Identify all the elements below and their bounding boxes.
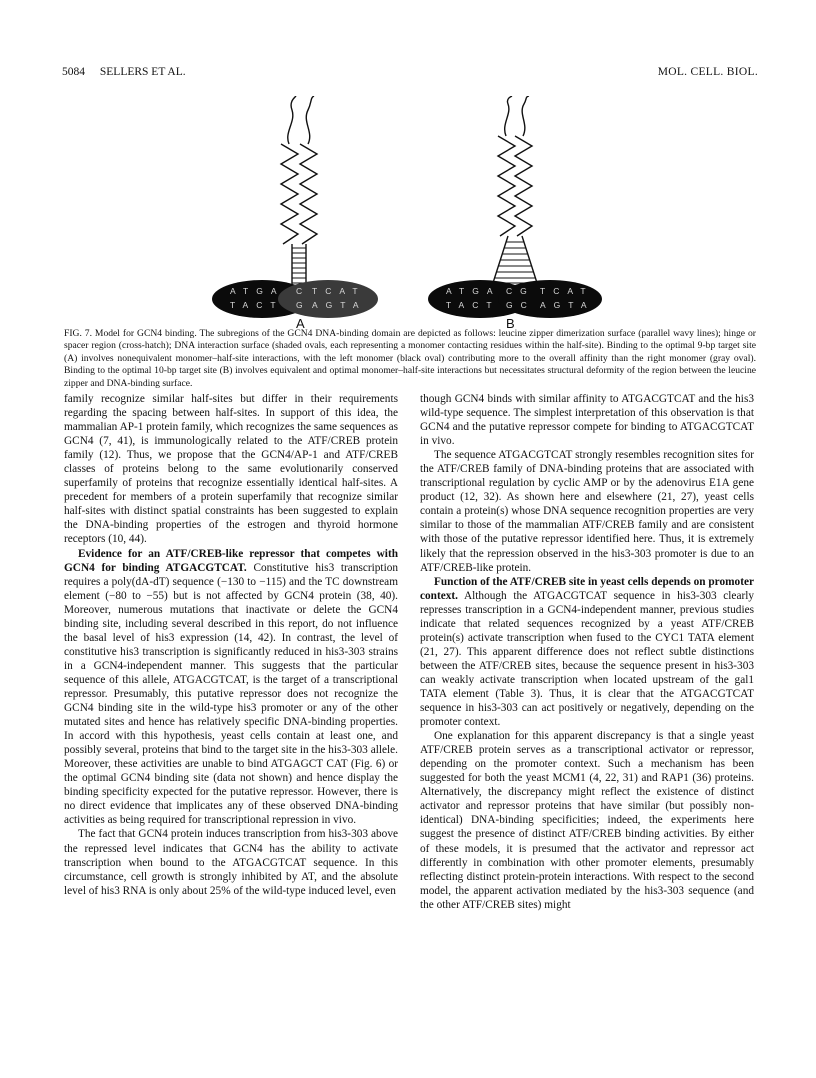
panel-a-hinge-crosshatch: [292, 244, 306, 286]
panel-a-bottom-right: AGTA: [312, 300, 367, 310]
section-heading-repressor: Evidence for an ATF/CREB-like repressor that competes with GCN4 for binding ATGACGTCAT.: [64, 547, 398, 574]
left-paragraph-3: The fact that GCN4 protein induces transcription from his3-303 above the repressed level indicates that GCN4 has the ability to activate transcription when bound to the ATGACGTCAT sequence. In this circumstance, cell growth is strongly inhibited by AT, and the absolute level of his3 RNA is only about 25% of the wild-type induced level, even: [64, 828, 398, 897]
left-paragraph-2-body: Constitutive his3 transcription requires a poly(dA-dT) sequence (−130 to −115) and the TC downstream element (−80 to −55) but is not affected by GCN4 protein (38, 40). Moreover, numerous mutations that inactivate or delete the GCN4 binding site, including several described in this report, do not influence the basal level of his3 expression (14, 42). In contrast, the level of constitutive his3 transcription is significantly reduced in his3-303 strains in a GCN4-independent manner. This suggests that the particular sequence of this allele, ATGACGTCAT, is the target of a transcriptional repressor. Presumably, this putative repressor does not recognize the GCN4 binding site in the wild-type his3 promoter or any of the other mutated sites and hence has relatively specific DNA-binding properties. In accord with this hypothesis, yeast cells contain at least one, and possibly several, proteins that bind to the target site in the his3-303 allele. Moreover, these activities are unable to bind ATGAGCT CAT (Fig. 6) or the optimal GCN4 binding site (data not shown) and hence display the binding specificity expected for the putative repressor. However, there is no direct evidence that implicates any of these observed DNA-binding activities as being required for transcriptional repression in vivo.: [64, 561, 399, 827]
right-paragraph-1: though GCN4 binds with similar affinity to ATGACGTCAT and the his3 wild-type sequence. The simplest interpretation of this observation is that GCN4 and the putative repressor compete for binding to ATGACGTCAT in vivo.: [420, 393, 754, 448]
header-authors: SELLERS ET AL.: [99, 66, 186, 78]
figure-7: [196, 96, 616, 328]
panel-b-top-left: ATGA: [446, 286, 501, 296]
panel-a-diagram: [212, 96, 378, 328]
panel-a-top-right: TCAT: [312, 286, 366, 296]
caption-label: FIG. 7.: [64, 328, 92, 339]
caption-text: Model for GCN4 binding. The subregions of the GCN4 DNA-binding domain are depicted as follows: leucine zipper dimerization surface (parallel wavy lines); hinge or spacer region (cross-hatch); DNA interaction surface (shaded ovals, each representing a monomer contacting residues within the half-site). Binding to the optimal 9-bp target site (A) involves nonequivalent monomer–half-site interactions, with the left monomer (black oval) contributing more to the overall affinity than the right monomer (gray oval). Binding to the optimal 10-bp target site (B) involves equivalent and optimal monomer–half-site interactions but necessitates structural deformity of the region between the leucine zipper and DNA-binding surface.: [64, 328, 756, 389]
panel-b-hinge-crosshatch: [492, 236, 538, 286]
right-paragraph-3: [420, 575, 754, 730]
panel-b-leucine-zipper: [498, 96, 532, 236]
left-paragraph-2: [64, 547, 398, 828]
right-column: [420, 392, 754, 912]
page-number: 5084: [62, 66, 85, 78]
running-header: [62, 66, 758, 82]
panel-b-diagram: [428, 96, 602, 328]
figure-caption: [64, 328, 756, 390]
panel-b-top-mid: CG: [506, 286, 535, 296]
right-paragraph-2: The sequence ATGACGTCAT strongly resembles recognition sites for the ATF/CREB family of DNA-binding proteins that are associated with transcriptional regulation by cyclic AMP or by the adenovirus E1A gene product (12, 32). As shown here and elsewhere (21, 27), yeast cells contain a protein(s) whose DNA sequence recognition properties are very similar to those of the mammalian ATF/CREB family and are consistent with those of the putative repressor identified here. Thus, it is extremely likely that the repression observed in the his3-303 promoter is due to an ATF/CREB-like protein.: [420, 449, 754, 574]
panel-a-bottom-left: TACT: [230, 300, 284, 310]
left-column: [64, 392, 398, 898]
section-heading-promoter-context: Function of the ATF/CREB site in yeast cells depends on promoter context.: [420, 575, 754, 602]
panel-b-top-right: TCAT: [540, 286, 594, 296]
left-paragraph-1: family recognize similar half-sites but differ in their requirements regarding the spacing between half-sites. In support of this idea, the mammalian AP-1 protein family, which recognizes the same sequences as GCN4 (7, 41), is immunologically related to the ATF/CREB protein family (12). Thus, we propose that the GCN4/AP-1 and ATF/CREB classes of proteins belong to the same evolutionarily conserved superfamily of proteins that recognize essentially identical half-sites. A precedent for members of a protein superfamily that recognize similar half-sites with distinct spatial constraints has been suggested to explain the DNA-binding properties of the estrogen and thyroid hormone receptors (10, 44).: [64, 393, 398, 546]
header-left: [62, 66, 186, 78]
panel-a-bottom-mid: G: [296, 300, 311, 310]
panel-a-leucine-zipper: [281, 96, 317, 244]
panel-a-label: A: [296, 316, 305, 328]
panel-b-label: B: [506, 316, 515, 328]
right-paragraph-3-body: Although the ATGACGTCAT sequence in his3-303 clearly represses transcription in a GCN4-independent manner, previous studies indicate that related sequences recognized by a yeast ATF/CREB protein(s) activate transcription when fused to the CYC1 TATA element (21, 27). This apparent difference does not reflect subtle distinctions between the ATF/CREB sites, because the sequence present in his3-303 can weakly activate transcription when located upstream of the gal1 TATA element (Table 3). Thus, it is clear that the ATGACGTCAT sequence in his3-303 can act positively or negatively, depending on the promoter context.: [420, 589, 755, 729]
journal-name: MOL. CELL. BIOL.: [657, 66, 758, 78]
right-paragraph-4: One explanation for this apparent discrepancy is that a single yeast ATF/CREB protein serves as a transcriptional activator or repressor, depending on the promoter context. Such a mechanism has been suggested for both the yeast MCM1 (4, 22, 31) and RAP1 (36) proteins. Alternatively, the discrepancy might reflect the existence of distinct activator and repressor proteins that have similar (but possibly non-identical) DNA-binding specificities; indeed, the experiments here suggest the presence of distinct ATF/CREB binding activities. By either of these models, it is presumed that the activator and repressor act differently in combination with other promoter elements, presumably reflecting distinct protein-protein interactions. With respect to the second model, the apparent activation mediated by the his3-303 sequence (and the other ATF/CREB sites) might: [420, 730, 754, 911]
panel-a-top-left: ATGA: [230, 286, 285, 296]
panel-b-bottom-right: AGTA: [540, 300, 595, 310]
panel-b-bottom-mid: GC: [506, 300, 535, 310]
panel-a-top-mid: C: [296, 286, 311, 296]
panel-b-bottom-left: TACT: [446, 300, 500, 310]
